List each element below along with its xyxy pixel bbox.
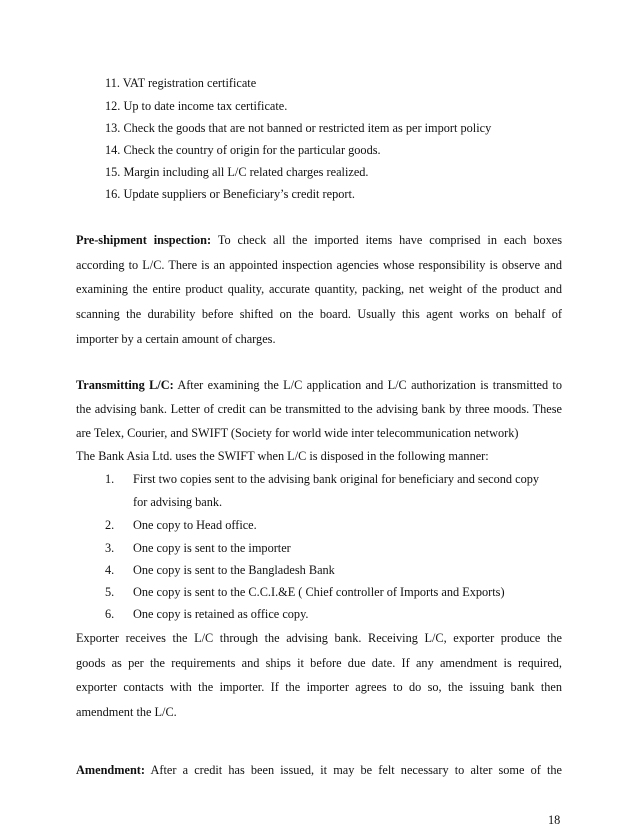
list-text: First two copies sent to the advising bank original for beneficiary and second copy [133, 472, 540, 486]
list-text: One copy is sent to the Bangladesh Bank [133, 563, 335, 577]
list-text: One copy is retained as office copy. [133, 607, 309, 621]
list-item: 13. Check the goods that are not banned or restricted item as per import policy [105, 121, 492, 135]
list-item: 12. Up to date income tax certificate. [105, 99, 288, 113]
paragraph-line: Exporter receives the L/C through the advising bank. Receiving L/C, exporter produce the [76, 631, 562, 645]
paragraph-line: importer by a certain amount of charges. [76, 332, 276, 346]
list-item [105, 472, 539, 487]
list-number: 5. [105, 585, 115, 599]
paragraph-line: goods as per the requirements and ships it before due date. If any amendment is required, [76, 656, 562, 670]
paragraph-line: are Telex, Courier, and SWIFT (Society for world wide inter telecommunication network) [76, 426, 519, 440]
list-item [105, 518, 257, 533]
list-item [105, 541, 291, 556]
list-item-continuation: for advising bank. [133, 495, 223, 509]
list-text: One copy is sent to the importer [133, 541, 291, 555]
paragraph-line: according to L/C. There is an appointed inspection agencies whose responsibility is observe and [76, 258, 562, 272]
paragraph-text: After examining the L/C application and L/C authorization is transmitted to [177, 378, 562, 392]
list-text: One copy to Head office. [133, 518, 257, 532]
section-heading-amendment: Amendment: [76, 763, 145, 777]
list-text: One copy is sent to the C.C.I.&E ( Chief controller of Imports and Exports) [133, 585, 505, 599]
list-item [105, 607, 309, 622]
page-number: 18 [548, 813, 561, 827]
list-number: 1. [105, 472, 115, 486]
list-number: 3. [105, 541, 115, 555]
list-item: 11. VAT registration certificate [105, 76, 257, 90]
list-number: 2. [105, 518, 115, 532]
paragraph-line: the advising bank. Letter of credit can be transmitted to the advising bank by three moods. These [76, 402, 562, 416]
list-item [105, 585, 505, 600]
paragraph-line [76, 233, 562, 248]
list-item [105, 563, 335, 578]
list-number: 4. [105, 563, 115, 577]
list-number: 6. [105, 607, 115, 621]
paragraph-text: After a credit has been issued, it may be felt necessary to alter some of the [150, 763, 562, 777]
paragraph-line: examining the entire product quality, accurate quantity, packing, net weight of the product and [76, 282, 562, 296]
paragraph-line: amendment the L/C. [76, 705, 177, 719]
paragraph-text: To check all the imported items have comprised in each boxes [217, 233, 563, 247]
list-item: 16. Update suppliers or Beneficiary’s credit report. [105, 187, 355, 201]
section-heading-transmitting: Transmitting L/C: [76, 378, 174, 392]
paragraph-line: The Bank Asia Ltd. uses the SWIFT when L/C is disposed in the following manner: [76, 449, 489, 463]
paragraph-line: exporter contacts with the importer. If the importer agrees to do so, the issuing bank then [76, 680, 562, 694]
paragraph-line [76, 763, 562, 778]
list-item: 14. Check the country of origin for the particular goods. [105, 143, 381, 157]
list-item: 15. Margin including all L/C related charges realized. [105, 165, 369, 179]
section-heading-preshipment: Pre-shipment inspection: [76, 233, 212, 247]
paragraph-line: scanning the durability before shifted on the board. Usually this agent works on behalf of [76, 307, 562, 321]
paragraph-line [76, 378, 562, 393]
